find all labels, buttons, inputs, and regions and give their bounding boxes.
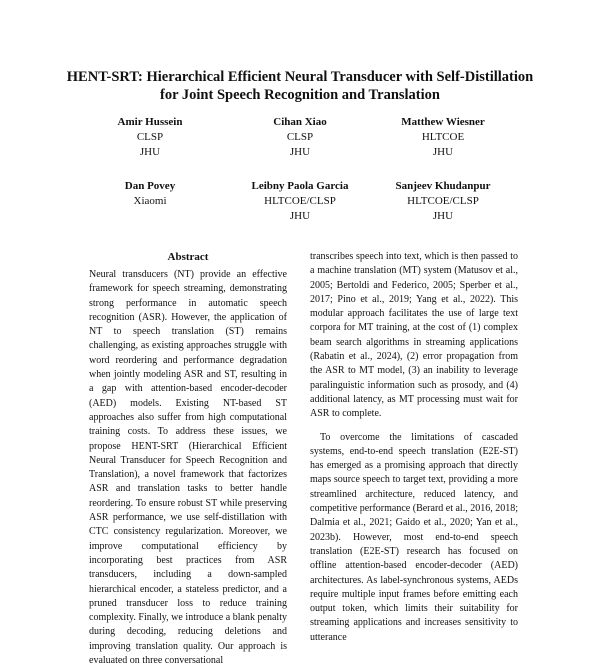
author-affiliation: CLSP bbox=[136, 131, 164, 143]
author-block bbox=[220, 179, 380, 224]
author-affiliation: HLTCOE/CLSP bbox=[264, 195, 336, 207]
title-line-2: for Joint Speech Recognition and Translation bbox=[160, 87, 440, 103]
paper-title bbox=[40, 68, 560, 104]
author-block bbox=[363, 115, 523, 160]
abstract-heading: Abstract bbox=[167, 251, 209, 263]
author-block bbox=[220, 115, 380, 160]
author-affiliation: JHU bbox=[432, 146, 454, 158]
right-column bbox=[310, 250, 518, 645]
author-affiliation: HLTCOE bbox=[421, 131, 465, 143]
left-column bbox=[87, 250, 289, 668]
author-affiliation: JHU bbox=[432, 210, 454, 222]
author-name: Amir Hussein bbox=[117, 116, 183, 128]
author-name: Matthew Wiesner bbox=[401, 116, 485, 128]
body-paragraph: To overcome the limitations of cascaded systems, end-to-end speech translation (E2E-ST) has emerged as a promising approach that directly maps source speech to target text, providing a more streamlined architecture, reduced latency, and competitive performance (Berard et al., 2016, 2018; Dalmia et al., 2021; Gaido et al., 2020; Yan et al., 2023b). However, most end-to-end speech translation (E2E-ST) research has focused on offline attention-based encoder-decoder (AED) architectures. As label-synchronous systems, AEDs require multiple input frames before emitting each output token, which limits their suitability for streaming applications and increases sensitivity to utterance bbox=[310, 431, 518, 643]
author-block bbox=[363, 179, 523, 224]
author-name: Leibny Paola Garcia bbox=[251, 180, 349, 192]
author-affiliation: JHU bbox=[289, 146, 311, 158]
author-affiliation: HLTCOE/CLSP bbox=[407, 195, 479, 207]
author-affiliation: Xiaomi bbox=[133, 195, 167, 207]
abstract-text: Neural transducers (NT) provide an effective framework for speech streaming, demonstrating strong performance in automatic speech recognition (ASR). However, the application of NT to speech translation (ST) remains challenging, as existing approaches struggle with word reordering and performance degradation when jointly modeling ASR and ST, resulting in a gap with attention-based encoder-decoder (AED) models. Existing NT-based ST approaches also suffer from high computational training costs. To address these issues, we propose HENT-SRT (Hierarchical Efficient Neural Transducer for Speech Recognition and Translation), a novel framework that factorizes ASR and translation tasks to better handle reordering. To ensure robust ST while preserving ASR performance, we use self-distillation with CTC consistency regularization. Moreover, we improve computational efficiency by incorporating best practices from ASR transducers, including a down-sampled hierarchical encoder, a stateless predictor, and a pruned transducer loss to reduce training complexity. Finally, we introduce a blank penalty during decoding, reducing deletions and improving translation quality. Our approach is evaluated on three conversational bbox=[89, 269, 287, 667]
author-affiliation: JHU bbox=[289, 210, 311, 222]
author-affiliation: CLSP bbox=[286, 131, 314, 143]
author-block bbox=[70, 179, 230, 209]
author-name: Dan Povey bbox=[124, 180, 176, 192]
author-name: Sanjeev Khudanpur bbox=[395, 180, 491, 192]
author-name: Cihan Xiao bbox=[273, 116, 327, 128]
author-block bbox=[70, 115, 230, 160]
title-line-1: HENT-SRT: Hierarchical Efficient Neural Transducer with Self-Distillation bbox=[66, 69, 534, 85]
body-paragraph: transcribes speech into text, which is then passed to a machine translation (MT) system (Matusov et al., 2005; Bertoldi and Federico, 2005; Sperber et al., 2017; Pino et al., 2019; Yang et al., 2022). This modular approach facilitates the use of large text corpora for MT training, at the cost of (1) complex beam search algorithms in streaming applications (Rabatin et al., 2024), (2) error propagation from the ASR to MT model, (3) an inability to leverage paralinguistic information such as prosody, and (4) additional latency, as MT processing must wait for ASR to complete. bbox=[310, 251, 518, 420]
author-affiliation: JHU bbox=[139, 146, 161, 158]
